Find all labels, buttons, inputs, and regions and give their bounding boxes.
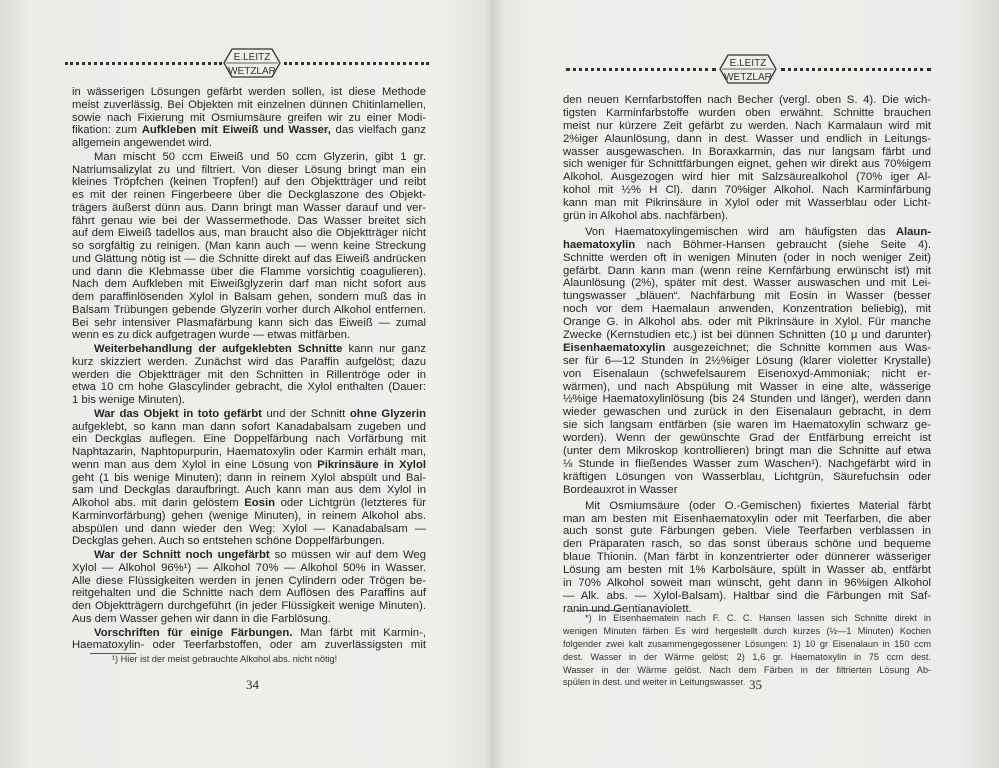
text-run: Karminvorfärbung) gehen (wenige Minuten), in reinem Alkohol abs. bbox=[72, 509, 426, 522]
paragraph bbox=[563, 500, 931, 616]
text-run: Natriumsalizylat zu und filtriert. Von dieser Lösung bringt man ein bbox=[72, 163, 426, 176]
text-line bbox=[563, 458, 931, 471]
text-run: abspülen und dann wieder den Weg: Xylol — Kanadabalsam — bbox=[72, 522, 426, 535]
text-line bbox=[72, 176, 426, 189]
bold-term: War das Objekt in toto gefärbt bbox=[94, 407, 262, 420]
text-run: Alkohol. Ausgezogen wird hier mit Salzsäurealkohol (70% iger Al- bbox=[563, 171, 931, 184]
page-number: 35 bbox=[749, 677, 762, 692]
text-line bbox=[72, 369, 426, 382]
text-line bbox=[563, 500, 931, 513]
text-line bbox=[72, 253, 426, 266]
text-run: und der Schnitt bbox=[261, 407, 350, 420]
paragraph bbox=[563, 226, 931, 497]
left-page bbox=[0, 0, 492, 768]
paragraph bbox=[72, 549, 426, 626]
text-run: tigsten Karminfarbstoffe wurden oben erwähnt. Schnitte brauchen bbox=[563, 106, 931, 119]
text-run: (unter dem Mikroskop kontrollieren) bringt man die Schnitte auf etwa bbox=[563, 445, 931, 458]
text-line bbox=[563, 577, 931, 590]
text-run: es mit der reinen Fingerbeere über die Deckglaszone des Objekt- bbox=[72, 189, 426, 201]
text-line bbox=[72, 433, 426, 446]
text-run: 1 bis wenige Minuten). bbox=[72, 394, 186, 406]
text-run: sich weniger für Schnittfärbungen eignet, gehen wir direkt aus 70%igem bbox=[563, 158, 931, 171]
footnote: ¹) Hier ist der meist gebrauchte Alkohol abs. nicht nötig! bbox=[112, 654, 338, 664]
dotted-rule bbox=[284, 62, 429, 65]
page-text bbox=[563, 94, 931, 616]
text-run: den Objektträgern durchgeführt (in jeder Flüssigkeit wenige Minuten). bbox=[72, 600, 426, 612]
text-run: Lösung am besten mit 1% Karbolsäure, spült in Wasser ab, entfärbt bbox=[563, 564, 931, 577]
text-run: Orange G. in Alkohol abs. oder mit Pikrinsäure in Xylol. Für manche bbox=[563, 316, 931, 329]
text-line bbox=[72, 240, 426, 253]
text-line bbox=[563, 484, 931, 497]
text-run: kann man mit Pikrinsäure in Xylol oder mit Wasserblau oder Licht- bbox=[563, 197, 931, 210]
text-line bbox=[72, 189, 426, 202]
text-run: sowie nach Fixierung mit Osmiumsäure greifen wir zu einer Modi- bbox=[72, 111, 426, 124]
text-line bbox=[563, 471, 931, 484]
text-run: ranin und Gentianaviolett. bbox=[563, 602, 692, 615]
text-line bbox=[563, 525, 931, 538]
text-run: etwa 10 cm hohe Glascylinder gebracht, die Xylol enthalten (Dauer: bbox=[72, 381, 426, 394]
text-line bbox=[563, 513, 931, 526]
footnote-line: dest. Wasser in der Wärme gelöst; 2) 1,6 gr. Haematoxylin in 75 ccm dest. bbox=[563, 651, 931, 662]
text-line bbox=[563, 277, 931, 290]
text-run: ausgezeichnet; die Schnitte kommen aus Was- bbox=[665, 341, 931, 354]
text-run: Haematoxylin- oder Teerfarbstoffen, oder am zuverlässigsten mit bbox=[72, 639, 426, 652]
dotted-rule bbox=[65, 62, 222, 65]
text-line bbox=[72, 124, 426, 137]
text-run: geht (1 bis wenige Minuten); dann in reinem Xylol abspült und Bal- bbox=[72, 471, 426, 484]
bold-term: Vorschriften für einige Färbungen. bbox=[94, 626, 293, 639]
text-line bbox=[563, 406, 931, 419]
text-line bbox=[72, 446, 426, 459]
text-line bbox=[563, 265, 931, 278]
text-run: sam und Deckglas daraufbringt. Auch kann man aus dem Xylol in bbox=[72, 484, 426, 497]
text-line bbox=[563, 120, 931, 133]
text-run: ein Deckglas auflegen. Eine Doppelfärbung nach Vorfärbung mit bbox=[72, 433, 426, 446]
paragraph bbox=[72, 151, 426, 342]
text-run: den Präparaten rasch, so das sonst überaus schöne und bequeme bbox=[563, 538, 931, 551]
text-line bbox=[563, 252, 931, 265]
text-line bbox=[563, 590, 931, 603]
text-run: kohol mit ½% H Cl). dann 70%iger Alkohol. Nach Karminfärbung bbox=[563, 184, 931, 197]
footnote-line: spülen in dest. und weiter in Leitungswasser. bbox=[563, 677, 746, 688]
text-line bbox=[72, 202, 426, 215]
bold-term: Aufkleben mit Eiweiß und Wasser, bbox=[141, 124, 331, 137]
text-line bbox=[72, 394, 426, 407]
bold-term: Eosin bbox=[244, 497, 276, 509]
text-run: kann nur ganz bbox=[342, 343, 426, 355]
footnote-line: folgender zwei kalt zusammengegossener Lösungen: 1) 10 gr Eisenalaun in 150 ccm bbox=[563, 638, 931, 649]
text-line bbox=[72, 627, 426, 640]
text-line bbox=[72, 343, 426, 356]
page-text bbox=[72, 86, 426, 652]
text-line bbox=[563, 368, 931, 381]
text-run: ½%ige Haematoxylinlösung (bis 24 Stunden und länger), werden dann bbox=[563, 393, 931, 406]
text-run: Mit Osmiumsäure (oder O.-Gemischen) fixiertes Material färbt bbox=[585, 499, 931, 512]
text-run: man am besten mit Eisenhaematoxylin oder mit Teerfarben, die aber bbox=[563, 512, 931, 525]
text-line bbox=[72, 562, 426, 575]
text-line bbox=[563, 419, 931, 432]
text-run: so sorgfältig zu reinigen. (Man kann auch — wenn keine Streckung bbox=[72, 240, 426, 252]
text-line bbox=[72, 99, 426, 112]
text-line bbox=[72, 472, 426, 485]
bold-term: War der Schnitt noch ungefärbt bbox=[94, 549, 270, 561]
text-run: Deckglas gehen. Auch so entstehen schöne Doppelfärbungen. bbox=[72, 535, 385, 548]
text-line bbox=[563, 94, 931, 107]
text-run: gefärbt. Dann kann man (wenn reine Kernfärbung erwünscht ist) mit bbox=[563, 264, 931, 277]
page-header bbox=[566, 53, 936, 87]
text-run: und dann die Klebmasse über die Flamme vorsichtig coagulieren). bbox=[72, 265, 426, 278]
bold-term: haematoxylin bbox=[563, 238, 636, 251]
text-run: und Glättung nötig ist — die Schnitte direkt auf das Eiweiß andrücken bbox=[72, 252, 426, 265]
text-line bbox=[72, 459, 426, 472]
text-line bbox=[72, 510, 426, 523]
text-run: Aus dem Wasser gehen wir dann in die Farblösung. bbox=[72, 612, 331, 625]
text-line bbox=[72, 549, 426, 562]
text-run: in 70% Alkohol soweit man wünscht, geht dann in 96%igen Alkohol bbox=[563, 576, 931, 589]
text-run: wenn es zu dick aufgetragen wurde — etwas mitfärben. bbox=[72, 329, 351, 342]
text-run: den neuen Kernfarbstoffen nach Becher (vergl. oben S. 4). Die wich- bbox=[563, 94, 931, 106]
footnote bbox=[563, 612, 931, 689]
text-run: kräftigen Lösungen von Wasserblau, Lichtgrün, Säurefuchsin oder bbox=[563, 470, 931, 483]
text-line bbox=[72, 86, 426, 99]
footnote-line: Wasser in der Wärme gelöst. Nach dem Färben in der filtrierten Lösung Ab- bbox=[563, 664, 931, 675]
text-line bbox=[563, 342, 931, 355]
text-line bbox=[563, 303, 931, 316]
text-run: Schnitte werden oft in wenigen Minuten (oder in noch weniger Zeit) bbox=[563, 251, 931, 264]
text-run: so müssen wir auf dem Weg bbox=[269, 549, 426, 561]
text-run: blaue Thionin. (Man färbt in konzentrierter oder dünnerer wässeriger bbox=[563, 551, 931, 564]
text-line bbox=[563, 133, 931, 146]
text-run: wärmen), und nach Abspülung mit Wasser in eine alte, wässerige bbox=[563, 380, 931, 393]
text-run: Bei sehr intensiver Plasmafärbung kann sich das Eiweiß — zumal bbox=[72, 316, 426, 329]
text-run: — Alk. abs. — Xylol-Balsam). Haltbar sind die Färbungen mit Saf- bbox=[563, 589, 931, 602]
text-run: ⅛ Stunde in fließendes Wasser zum Waschen¹). Nachgefärbt wird in bbox=[563, 457, 931, 470]
leitz-wetzlar-logo bbox=[222, 47, 282, 79]
text-line bbox=[563, 107, 931, 120]
bold-term: Alaun- bbox=[895, 225, 931, 238]
text-run: Nach dem Aufkleben mit Eiweißglyzerin darf man nicht sofort aus bbox=[72, 278, 426, 291]
text-run: in wässerigen Lösungen gefärbt werden sollen, ist diese Methode bbox=[72, 86, 426, 98]
text-line bbox=[72, 523, 426, 536]
text-run: wenn man aus dem Xylol in eine Lösung von bbox=[72, 458, 318, 471]
text-line bbox=[563, 290, 931, 303]
paragraph bbox=[563, 94, 931, 223]
text-run: aufgeklebt, so kann man dann sofort Kanadabalsam zugeben und bbox=[72, 420, 426, 433]
text-line bbox=[72, 639, 426, 652]
logo-top-text: E.LEITZ bbox=[729, 58, 767, 69]
text-line bbox=[563, 445, 931, 458]
text-run: trägers äußerst dünn aus. Dann bringt man Wasser darauf und ver- bbox=[72, 201, 426, 214]
bold-term: Pikrinsäure in Xylol bbox=[317, 458, 426, 471]
text-run: worden). Wenn der gewünschte Grad der Entfärbung erreicht ist bbox=[563, 432, 931, 445]
paragraph bbox=[72, 408, 426, 548]
text-line bbox=[72, 408, 426, 421]
text-line bbox=[563, 355, 931, 368]
text-run: Xylol — Alkohol 96%¹) — Alkohol 70% — Alkohol 50% in Wasser. bbox=[72, 561, 426, 574]
page-number: 34 bbox=[246, 677, 259, 692]
text-line bbox=[563, 171, 931, 184]
bold-term: ohne Glyzerin bbox=[349, 407, 426, 420]
text-run: tungswasser „bläuen“. Nachfärbung mit Eosin in Wasser (besser bbox=[563, 290, 931, 303]
text-line bbox=[72, 381, 426, 394]
text-run: Alkohol abs. mit darin gelöstem bbox=[72, 497, 245, 509]
text-line bbox=[563, 393, 931, 406]
text-run: sie sich langsam entfärben (sie waren im Haematoxylin schwarz ge- bbox=[563, 419, 931, 432]
text-line bbox=[72, 317, 426, 330]
dotted-rule bbox=[781, 68, 931, 71]
dotted-rule bbox=[566, 68, 716, 71]
text-line bbox=[563, 381, 931, 394]
text-line bbox=[72, 304, 426, 317]
text-line bbox=[72, 112, 426, 125]
text-run: Von Haematoxylingemischen wird am häufigsten das bbox=[585, 225, 896, 238]
paragraph bbox=[72, 86, 426, 150]
text-line bbox=[72, 587, 426, 600]
text-run: kleines Tröpfchen (keinen Tropfen!) auf den Objektträger und reibt bbox=[72, 176, 426, 189]
footnote-line: wenigen Minuten färben Es wird hergestellt durch kurzes (½—1 Minuten) Kochen bbox=[563, 625, 931, 636]
text-run: 2%iger Alaunlösung, dann in dest. Wasser und endlich in Leitungs- bbox=[563, 132, 931, 145]
text-line bbox=[563, 184, 931, 197]
page-header bbox=[62, 47, 432, 81]
leitz-wetzlar-logo bbox=[718, 53, 778, 85]
text-run: Man färbt mit Karmin-, bbox=[292, 626, 426, 639]
logo-bottom-text: WETZLAR bbox=[228, 66, 276, 77]
text-run: das vielfach ganz bbox=[330, 124, 426, 137]
text-run: auch sonst gute Färbungen geben. Viele Teerfarben verblassen in bbox=[563, 525, 931, 538]
text-run: Naphtazarin, Naphtopurpurin, Haematoxylin oder Karmin erhält man, bbox=[72, 446, 426, 458]
text-run: Alle diese Flüssigkeiten werden in jenen Cylindern oder Trögen be- bbox=[72, 574, 426, 587]
text-run: oder Lichtgrün (letzteres für bbox=[275, 497, 426, 509]
text-line bbox=[72, 137, 426, 150]
text-line bbox=[563, 226, 931, 239]
text-line bbox=[72, 421, 426, 434]
text-line bbox=[563, 197, 931, 210]
footnote-rule bbox=[576, 610, 622, 611]
text-run: kurz skizziert werden. Zunächst wird das Paraffin aufgelöst; dazu bbox=[72, 355, 426, 368]
text-line bbox=[72, 291, 426, 304]
text-line bbox=[563, 432, 931, 445]
footnote-line: *) In Eisenhaematein nach F. C. C. Hansen lassen sich Schnitte direkt in bbox=[585, 613, 931, 623]
text-run: allgemein angewendet wird. bbox=[72, 137, 213, 149]
text-run: Bordeauxrot in Wasser bbox=[563, 483, 678, 496]
text-line bbox=[72, 278, 426, 291]
text-line bbox=[72, 497, 426, 510]
text-run: wieder gewaschen und zurück in den Eisenalaun gebracht, in dem bbox=[563, 406, 931, 419]
text-run: wasser ausgewaschen. In Boraxkarmin, das nur langsam färbt und bbox=[563, 145, 931, 158]
text-run: Balsam Trübungen gebende Glyzerin vorher durch Alkohol entfernen. bbox=[72, 303, 426, 316]
text-line bbox=[72, 484, 426, 497]
text-run: ser für 6—12 Stunden in 2½%iger Lösung (klarer violetter Krystalle) bbox=[563, 354, 931, 367]
text-run: noch vor dem Haemalaun anwenden, Konzentration beliebig), mit bbox=[563, 303, 931, 316]
text-run: fährt genau wie bei der Wassermethode. Das Wasser breitet sich bbox=[72, 214, 426, 227]
text-run: meist zuverlässig. Bei Objekten mit einzelnen dünnen Chitinlamellen, bbox=[72, 98, 426, 111]
text-line bbox=[72, 575, 426, 588]
text-run: dem paraffinlösenden Xylol in Balsam gehen, sondern muß das in bbox=[72, 291, 426, 303]
text-line bbox=[72, 266, 426, 279]
text-line bbox=[72, 613, 426, 626]
text-line bbox=[72, 227, 426, 240]
text-line bbox=[72, 329, 426, 342]
text-run: fikation: zum bbox=[72, 124, 142, 137]
bold-term: Weiterbehandlung der aufgeklebten Schnitte bbox=[94, 343, 343, 355]
paragraph bbox=[72, 627, 426, 653]
text-run: von Eisenalaun (schwefelsaurem Eisenoxyd-Ammoniak; nicht er- bbox=[563, 367, 931, 380]
text-line bbox=[72, 164, 426, 177]
text-line bbox=[563, 564, 931, 577]
text-line bbox=[72, 215, 426, 228]
paragraph bbox=[72, 343, 426, 407]
bold-term: Eisenhaematoxylin bbox=[563, 341, 666, 354]
text-line bbox=[563, 239, 931, 252]
text-run: werden die Objektträger mit den Schnitten in Rillentröge oder in bbox=[72, 368, 426, 381]
text-line bbox=[563, 158, 931, 171]
text-line bbox=[72, 600, 426, 613]
text-line bbox=[563, 210, 931, 223]
text-line bbox=[563, 551, 931, 564]
text-run: auf dem Eiweiß tadellos aus, man braucht also die Objektträger nicht bbox=[72, 227, 426, 240]
text-line bbox=[563, 329, 931, 342]
right-page bbox=[496, 0, 999, 768]
text-line bbox=[72, 151, 426, 164]
text-line bbox=[563, 538, 931, 551]
text-run: Man mischt 50 ccm Eiweiß und 50 ccm Glyzerin, gibt 1 gr. bbox=[94, 150, 426, 163]
text-line bbox=[563, 316, 931, 329]
text-line bbox=[563, 146, 931, 159]
text-run: grün in Alkohol abs. nachfärben). bbox=[563, 210, 729, 223]
text-run: reitgehalten und die Schnitte nach dem Auflösen des Paraffins auf bbox=[72, 587, 426, 600]
text-run: Alaunlösung (2%), später mit dest. Wasser auswaschen und mit Lei- bbox=[563, 277, 931, 290]
text-run: Zwecke (Kernstudien etc.) ist bei dünnen Schnitten (10 μ und darunter) bbox=[563, 329, 931, 342]
text-run: meist nur kürzere Zeit gefärbt zu werden. Nach Karmalaun wird mit bbox=[563, 119, 931, 132]
text-line bbox=[72, 535, 426, 548]
logo-bottom-text: WETZLAR bbox=[724, 72, 772, 83]
text-run: nach Böhmer-Hansen gebraucht (siehe Seite 4). bbox=[635, 238, 931, 251]
text-line bbox=[72, 356, 426, 369]
logo-top-text: E.LEITZ bbox=[233, 52, 271, 63]
